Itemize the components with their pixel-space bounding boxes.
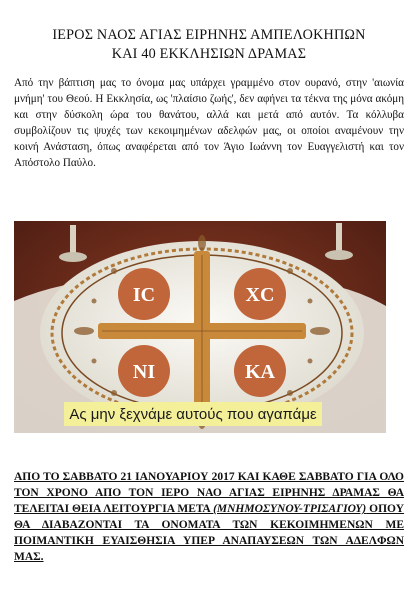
announcement-part-2: (ΜΝΗΜΟΣΥΝΟΥ-ΤΡΙΣΑΓΙΟΥ): [213, 503, 367, 515]
letter-ic: IC: [132, 284, 156, 306]
intro-paragraph: Από την βάπτιση μας το όνομα μας υπάρχει γραμμένο στον ουρανό, στην 'αιωνία μνήμη' του Θεού. Η Εκκλησία, ως 'πλαίσιο ζωής', δεν αφήνει τα τέκνα της μόνα ακόμη και στην δύσκολη ώρα του θανάτου, αλλά και μετά από αυτόν. Τα κόλλυβα συμβολίζουν τις ψυχές των κεκοιμημένων αδελφών μας, οι οποίοι αναμένουν την κοινή Ανάσταση, όπως αναφέρεται από τον Άγιο Ιωάννη τον Ευαγγελιστή και τον Απόστολο Παύλο.: [14, 77, 404, 169]
letter-ni: NI: [132, 361, 156, 383]
announcement-part-1: ΑΠΟ ΤΟ ΣΑΒΒΑΤΟ 21 ΙΑΝΟΥΑΡΙΟΥ 2017 ΚΑΙ ΚΑΘΕ ΣΑΒΒΑΤΟ ΓΙΑ ΟΛΟ ΤΟΝ ΧΡΟΝΟ ΑΠΟ ΤΟΝ ΙΕΡΟ ΝΑΟ ΑΓΙΑΣ ΕΙΡΗΝΗΣ ΔΡΑΜΑΣ ΘΑ ΤΕΛΕΙΤΑΙ ΘΕΙΑ ΛΕΙΤΟΥΡΓΙΑ ΜΕΤΑ: [14, 471, 404, 515]
letter-xc: XC: [245, 284, 275, 306]
announcement: [14, 469, 404, 565]
title-line-2: ΚΑΙ 40 ΕΚΚΛΗΣΙΩΝ ΔΡΑΜΑΣ: [111, 46, 307, 62]
letter-ka: KA: [245, 361, 275, 383]
photo-caption: Ας μην ξεχνάμε αυτούς που αγαπάμε: [64, 402, 322, 426]
page-title: [14, 26, 404, 64]
title-line-1: ΙΕΡΟΣ ΝΑΟΣ ΑΓΙΑΣ ΕΙΡΗΝΗΣ ΑΜΠΕΛΟΚΗΠΩΝ: [52, 27, 366, 43]
announcement-part-3: ΟΠΟΥ ΘΑ ΔΙΑΒΑΖΟΝΤΑΙ ΤΑ ΟΝΟΜΑΤΑ ΤΩΝ ΚΕΚΟΙΜΗΜΕΝΩΝ ΜΕ ΠΟΙΜΑΝΤΙΚΗ ΕΥΑΙΣΘΗΣΙΑ ΥΠΕΡ ΑΝΑΠΑΥΣΕΩΝ ΤΩΝ ΑΔΕΛΦΩΝ ΜΑΣ.: [14, 503, 405, 563]
